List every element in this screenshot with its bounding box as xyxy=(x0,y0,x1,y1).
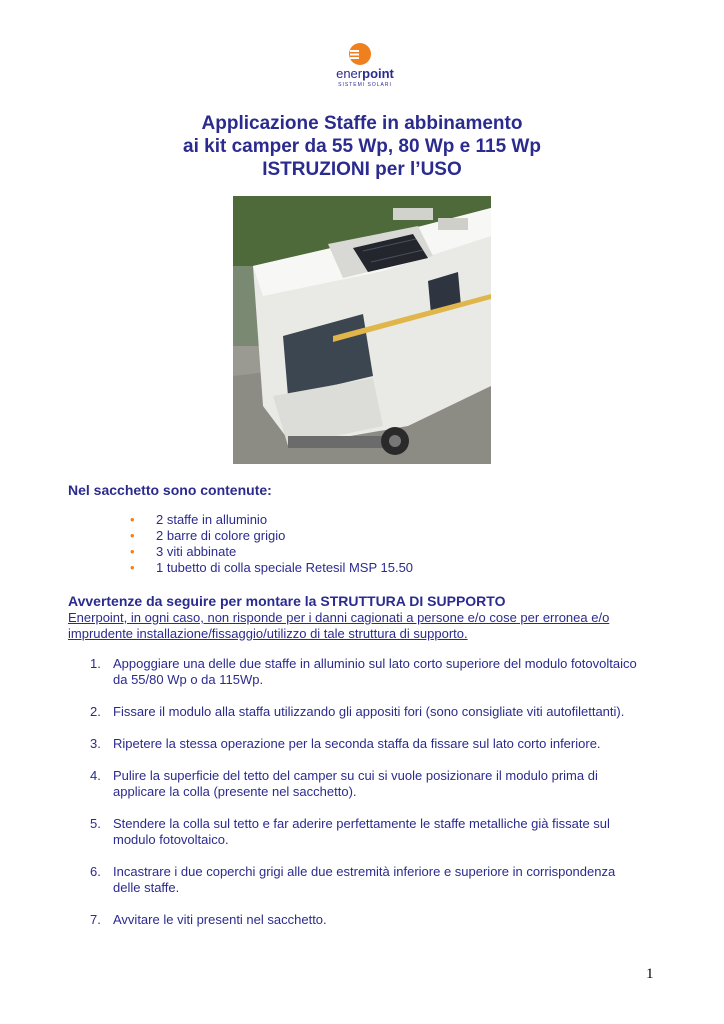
warnings-disclaimer xyxy=(68,610,668,642)
step-text-line-1: Pulire la superficie del tetto del camper su cui si vuole posizionare il modulo prima di xyxy=(113,768,598,783)
step-text-line-1: Ripetere la stessa operazione per la seconda staffa da fissare sul lato corto inferiore. xyxy=(113,736,601,751)
list-item-label: 2 barre di colore grigio xyxy=(156,528,286,543)
list-item-label: 1 tubetto di colla speciale Retesil MSP 15.50 xyxy=(156,560,414,575)
disclaimer-line-2: imprudente installazione/fissaggio/utilizzo di tale struttura di supporto. xyxy=(68,626,468,641)
document-title xyxy=(0,112,724,181)
bullet-icon: • xyxy=(130,512,135,527)
step-text-line-1: Stendere la colla sul tetto e far aderire perfettamente le staffe metalliche già fissate sul xyxy=(113,816,610,831)
step-number: 2. xyxy=(90,704,101,719)
step-item xyxy=(90,656,650,688)
step-text-line-2: applicare la colla (presente nel sacchetto). xyxy=(113,784,357,799)
step-item xyxy=(90,704,650,720)
list-item xyxy=(130,512,413,528)
list-item xyxy=(130,544,413,560)
list-item xyxy=(130,560,413,576)
sun-logo-icon xyxy=(348,42,372,66)
disclaimer-line-1: Enerpoint, in ogni caso, non risponde per i danni cagionati a persone e/o cose per erronea e/o xyxy=(68,610,610,625)
bullet-icon: • xyxy=(130,528,135,543)
step-item xyxy=(90,736,650,752)
contents-heading: Nel sacchetto sono contenute: xyxy=(68,482,272,498)
step-number: 6. xyxy=(90,864,101,879)
page-number: 1 xyxy=(646,966,654,982)
contents-list xyxy=(130,512,413,576)
logo-wordmark xyxy=(330,66,400,81)
step-item xyxy=(90,816,650,848)
step-item xyxy=(90,912,650,928)
title-line-2: ai kit camper da 55 Wp, 80 Wp e 115 Wp xyxy=(183,136,541,157)
camper-photo xyxy=(233,196,491,464)
list-item-label: 3 viti abbinate xyxy=(156,544,237,559)
step-item xyxy=(90,768,650,800)
step-text-line-2: delle staffe. xyxy=(113,880,180,895)
logo-word-light: ener xyxy=(336,66,363,81)
step-number: 3. xyxy=(90,736,101,751)
list-item xyxy=(130,528,413,544)
step-number: 5. xyxy=(90,816,101,831)
step-text-line-1: Fissare il modulo alla staffa utilizzando gli appositi fori (sono consigliate viti autofilettanti). xyxy=(113,704,625,719)
step-text-line-1: Avvitare le viti presenti nel sacchetto. xyxy=(113,912,327,927)
step-text-line-2: da 55/80 Wp o da 115Wp. xyxy=(113,672,264,687)
title-line-1: Applicazione Staffe in abbinamento xyxy=(201,113,523,134)
title-line-3: ISTRUZIONI per l’USO xyxy=(262,159,462,180)
step-number: 7. xyxy=(90,912,101,927)
step-text-line-1: Appoggiare una delle due staffe in alluminio sul lato corto superiore del modulo fotovoltaico xyxy=(113,656,637,671)
bullet-icon: • xyxy=(130,560,135,575)
warnings-heading: Avvertenze da seguire per montare la STRUTTURA DI SUPPORTO xyxy=(68,593,506,609)
step-number: 4. xyxy=(90,768,101,783)
step-item xyxy=(90,864,650,896)
list-item-label: 2 staffe in alluminio xyxy=(156,512,268,527)
step-text-line-1: Incastrare i due coperchi grigi alle due estremità inferiore e superiore in corrispondenza xyxy=(113,864,616,879)
logo-tagline: SISTEMI SOLARI xyxy=(338,82,392,88)
instruction-steps xyxy=(90,656,650,944)
step-text-line-2: modulo fotovoltaico. xyxy=(113,832,229,847)
bullet-icon: • xyxy=(130,544,135,559)
logo-word-bold: point xyxy=(362,66,394,81)
enerpoint-logo xyxy=(330,42,400,92)
step-number: 1. xyxy=(90,656,101,671)
